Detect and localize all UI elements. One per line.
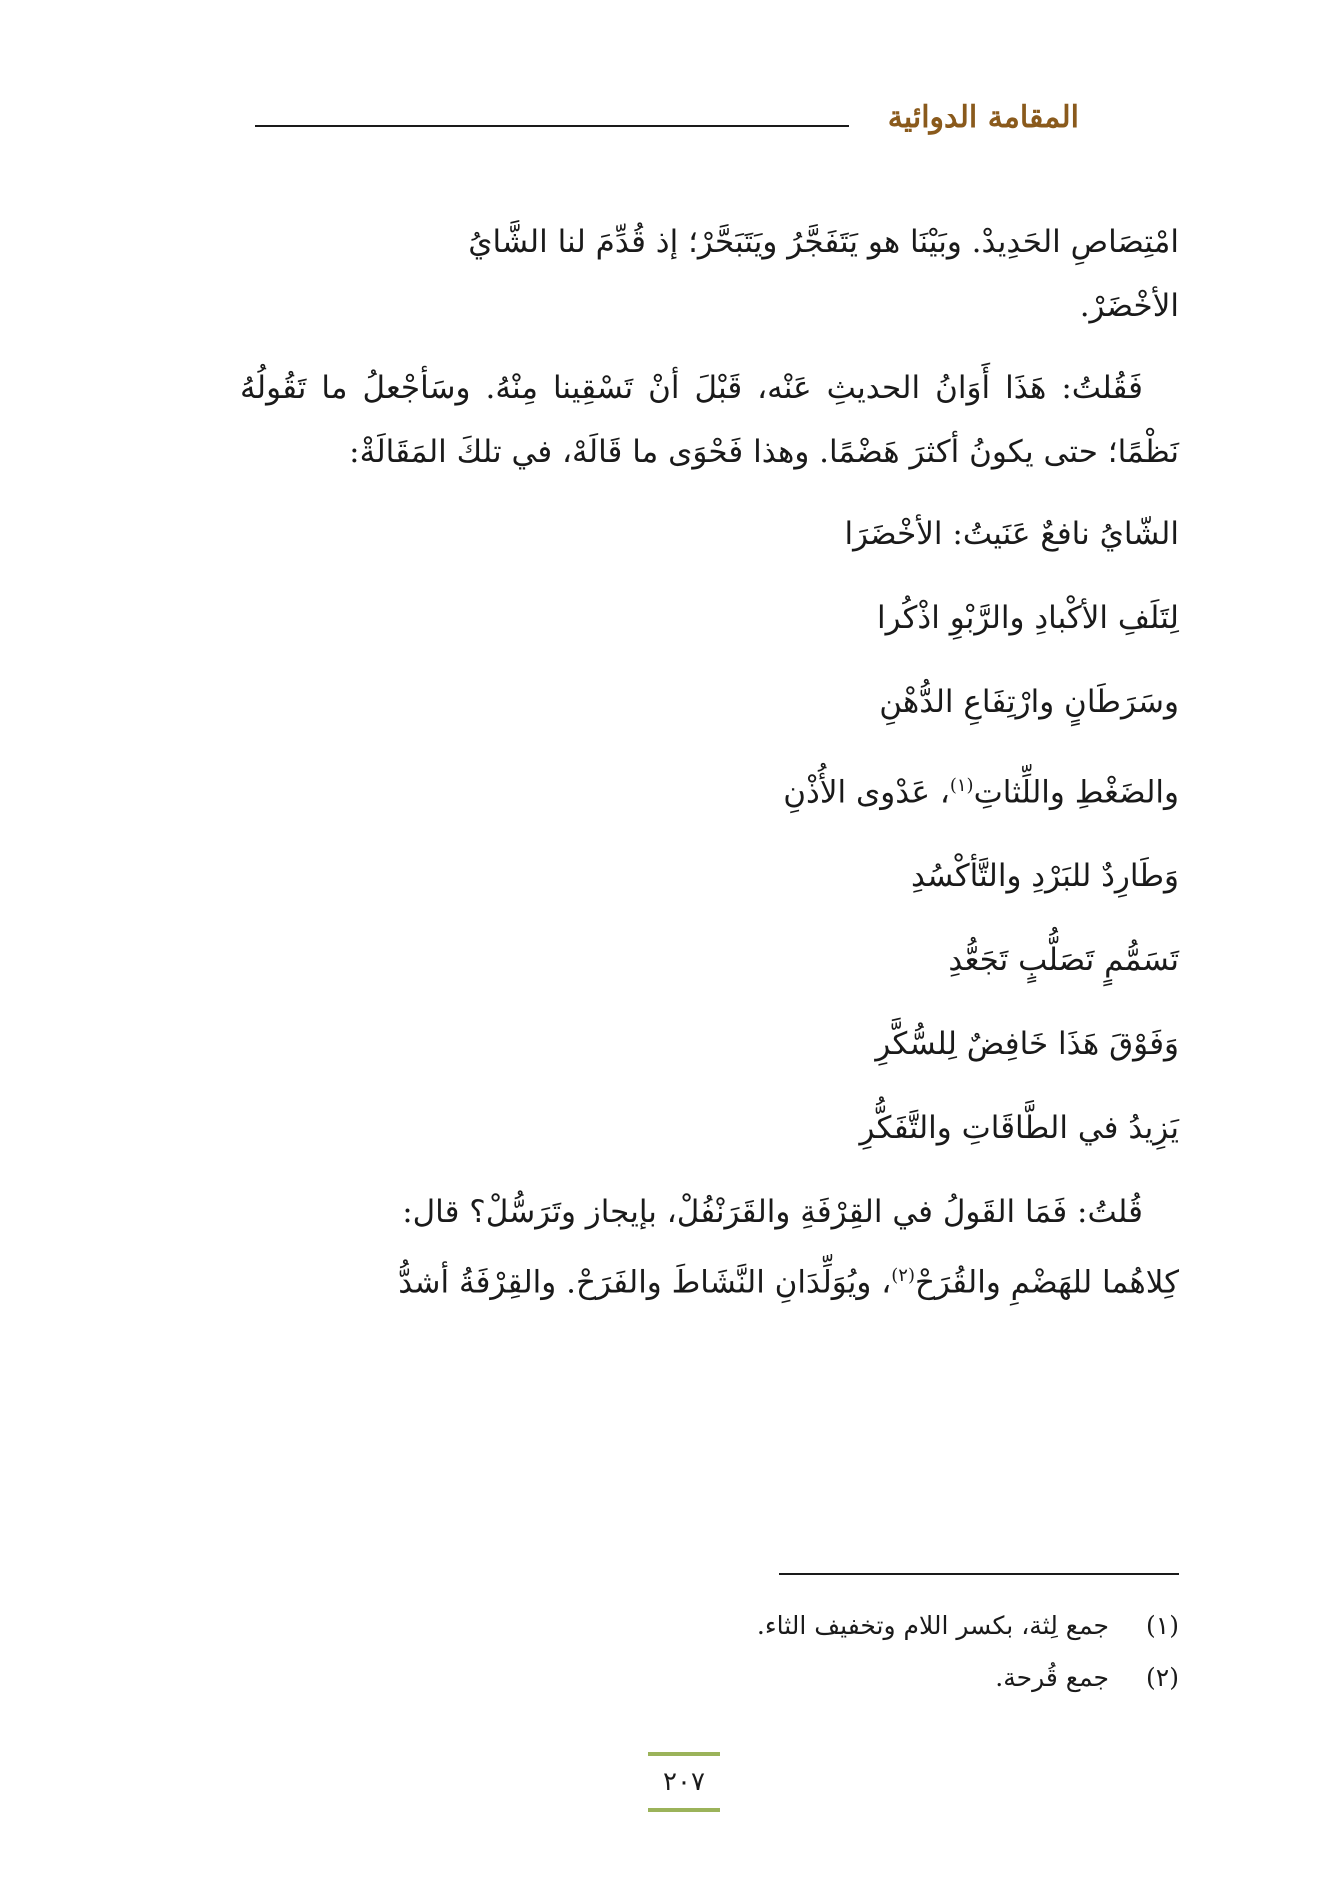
body-text: [240, 210, 1179, 1333]
footnote-ref-1[interactable]: (١): [949, 775, 974, 796]
running-header: [160, 100, 1079, 150]
verse-4-suffix: ، عَدْوى الأُذْنِ: [783, 774, 950, 811]
footnote-number: (١): [1146, 1611, 1179, 1640]
paragraph-3-line-2-suffix: ، ويُوَلِّدَانِ النَّشَاطَ والفَرَحْ. والقِرْفَةُ أشدُّ: [398, 1264, 892, 1301]
verse-line: الشّايُ نافعٌ عَنَيتُ: الأخْضَرَا: [844, 516, 1179, 552]
footnote-text: جمع قُرحة.: [995, 1663, 1109, 1692]
verse-line: تَسَمُّمٍ تَصَلُّبٍ تَجَعُّدِ: [948, 942, 1179, 979]
footnote-number: (٢): [1146, 1663, 1179, 1692]
paragraph-3: [240, 1180, 1179, 1314]
paragraph-3-line-2-prefix: كِلاهُما للهَضْمِ والقُرَحْ: [914, 1264, 1179, 1301]
verse-line: وَطَارِدٌ للبَرْدِ والتَّأكْسُدِ: [910, 858, 1179, 895]
paragraph-2: فَقُلتُ: هَذَا أَوَانُ الحديثِ عَنْه، قَبْلَ أنْ تَسْقِينا مِنْهُ. وسَأجْعلُ ما تَقُولُهُ نَظْمًا؛ حتى يكونُ أكثرَ هَضْمًا. وهذا فَحْوَى ما قَالَهْ، في تلكَ المَقَالَةْ:: [240, 370, 1179, 470]
paragraph-1-line-2: الأخْضَرْ.: [1079, 288, 1179, 324]
footnote-ref-2[interactable]: (٢): [891, 1265, 915, 1287]
verse-line: وَفَوْقَ هَذَا خَافِضٌ لِلسُّكَّرِ: [875, 1026, 1179, 1063]
page-number-block: [648, 1752, 720, 1812]
verse-line: يَزِيدُ في الطَّاقَاتِ والتَّفَكُّرِ: [859, 1110, 1179, 1147]
paragraph-3-line-1: قُلتُ: فَمَا القَولُ في القِرْفَةِ والقَرَنْفُلْ، بإيجاز وتَرَسُّلْ؟ قال:: [402, 1194, 1143, 1231]
verse-4-prefix: والضَغْطِ واللِّثاتِ: [973, 774, 1179, 811]
page-number-rule-bottom: [648, 1808, 720, 1812]
footnote-item: [240, 1600, 1179, 1652]
header-rule: [255, 125, 849, 127]
footnote-text: جمع لِثة، بكسر اللام وتخفيف الثاء.: [756, 1611, 1109, 1640]
footnote-separator: [779, 1573, 1179, 1575]
paragraph-1: [240, 210, 1179, 338]
verse-line: وسَرَطَانٍ وارْتِفَاعِ الدُّهْنِ: [879, 684, 1179, 720]
footnotes: [240, 1600, 1179, 1704]
paragraph-1-line-1: امْتِصَاصِ الحَدِيدْ. وبَيْنَا هو يَتَفَجَّرُ ويَتَبَحَّرْ؛ إذ قُدِّمَ لنا الشَّايُ: [468, 224, 1179, 260]
verse-line: لِتَلَفِ الأكْبادِ والرَّبْوِ اذْكُرا: [876, 600, 1179, 636]
header-title: المقامة الدوائية: [887, 100, 1079, 135]
verse-line-with-footnote: [240, 754, 1179, 824]
page-number: ٢٠٧: [663, 1767, 705, 1797]
footnote-item: [240, 1652, 1179, 1704]
